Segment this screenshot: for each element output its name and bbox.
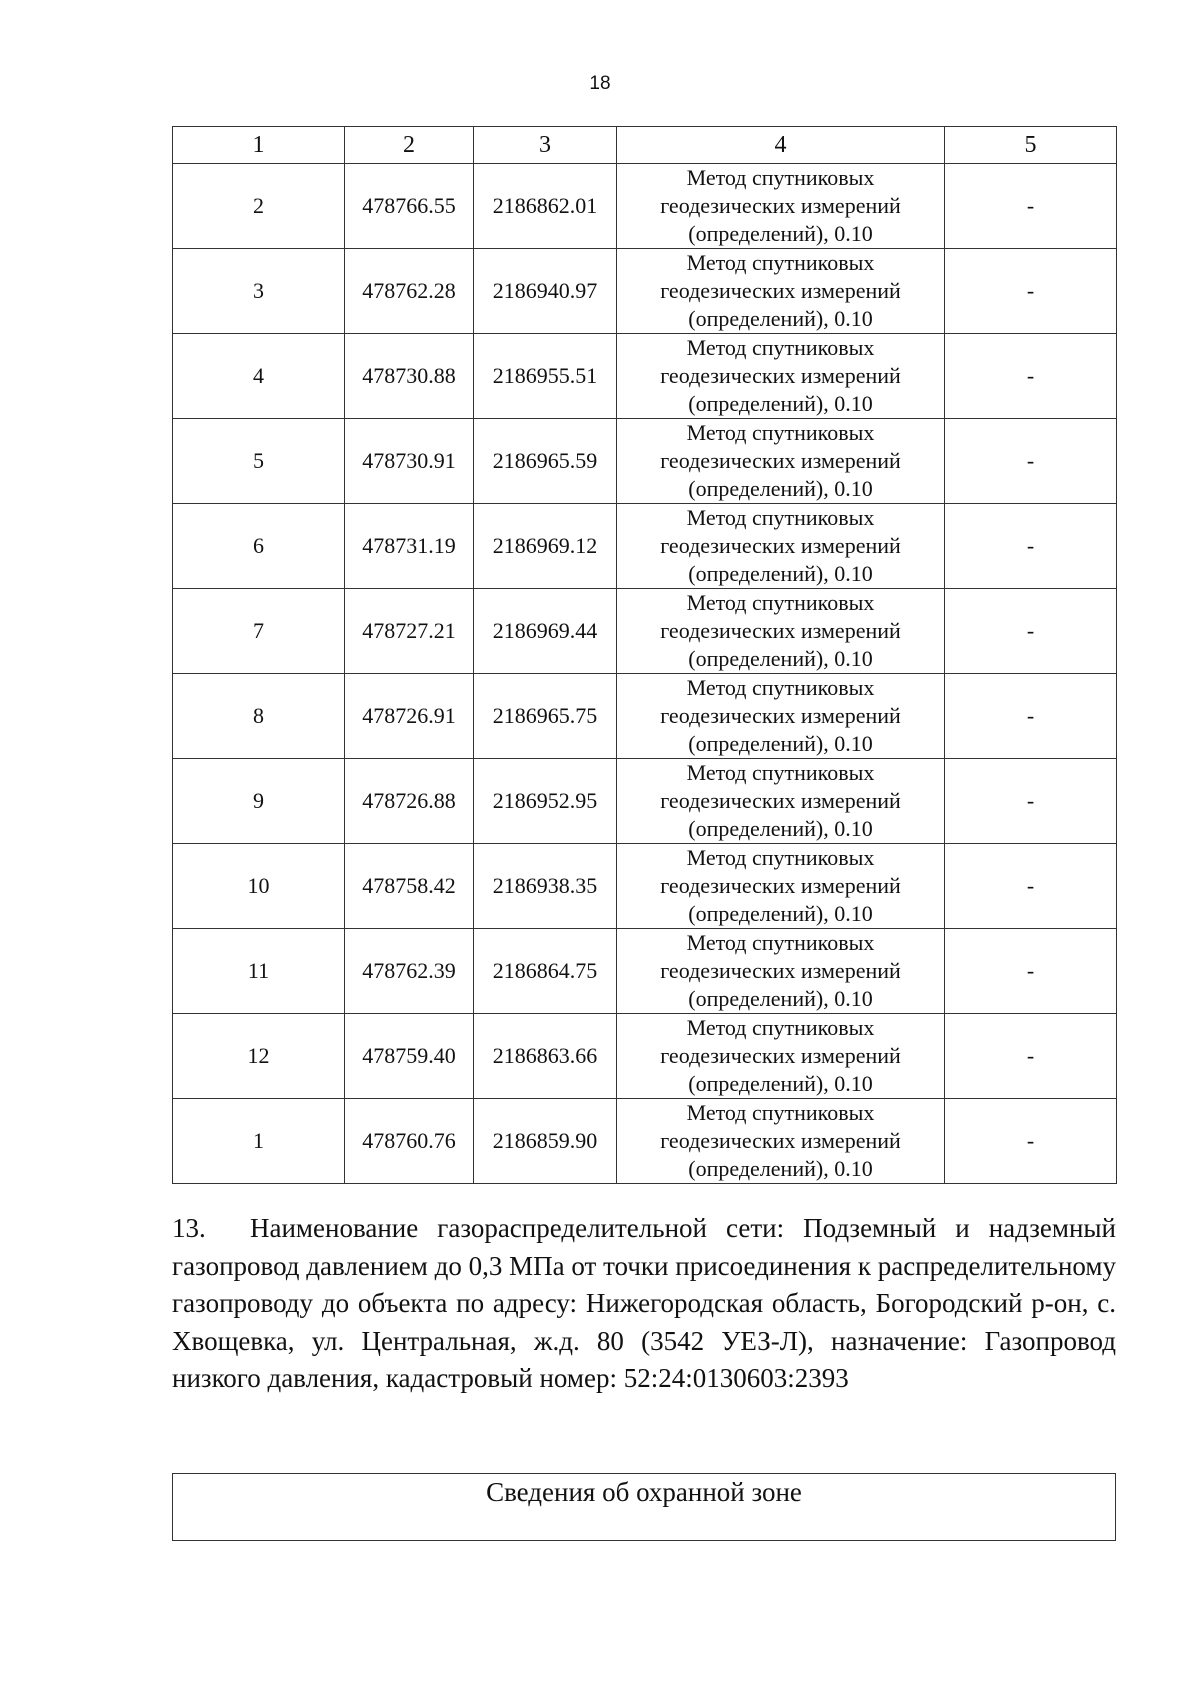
note-cell: -: [945, 334, 1117, 419]
method-text: Метод спутниковых геодезических измерений (определений), 0.10: [660, 760, 901, 841]
table-row: [173, 419, 1117, 504]
y-coordinate-cell: 2186940.97: [474, 249, 617, 334]
x-coordinate-cell: 478762.28: [345, 249, 474, 334]
y-coordinate-cell: 2186863.66: [474, 1014, 617, 1099]
table-row: [173, 674, 1117, 759]
note-cell: -: [945, 249, 1117, 334]
method-cell: [617, 1014, 945, 1099]
table-row: [173, 589, 1117, 674]
note-cell: -: [945, 844, 1117, 929]
method-cell: [617, 929, 945, 1014]
point-number-cell: 9: [173, 759, 345, 844]
note-cell: -: [945, 1099, 1117, 1184]
header-cell: 3: [474, 127, 617, 164]
point-number-cell: 4: [173, 334, 345, 419]
protection-zone-title: Сведения об охранной зоне: [486, 1477, 802, 1507]
table-row: [173, 929, 1117, 1014]
y-coordinate-cell: 2186969.44: [474, 589, 617, 674]
section-13-paragraph: [172, 1210, 1116, 1398]
coordinates-table: [172, 126, 1117, 1184]
y-coordinate-cell: 2186938.35: [474, 844, 617, 929]
method-text: Метод спутниковых геодезических измерений (определений), 0.10: [660, 250, 901, 331]
method-text: Метод спутниковых геодезических измерений (определений), 0.10: [660, 930, 901, 1011]
table-row: [173, 1014, 1117, 1099]
y-coordinate-cell: 2186859.90: [474, 1099, 617, 1184]
method-cell: [617, 844, 945, 929]
y-coordinate-cell: 2186955.51: [474, 334, 617, 419]
method-text: Метод спутниковых геодезических измерений (определений), 0.10: [660, 845, 901, 926]
note-cell: -: [945, 759, 1117, 844]
table-row: [173, 759, 1117, 844]
paragraph-number: 13.: [172, 1213, 206, 1243]
method-text: Метод спутниковых геодезических измерений (определений), 0.10: [660, 335, 901, 416]
point-number-cell: 7: [173, 589, 345, 674]
note-cell: -: [945, 589, 1117, 674]
x-coordinate-cell: 478758.42: [345, 844, 474, 929]
x-coordinate-cell: 478766.55: [345, 164, 474, 249]
table-row: [173, 844, 1117, 929]
method-cell: [617, 334, 945, 419]
note-cell: -: [945, 164, 1117, 249]
method-cell: [617, 504, 945, 589]
point-number-cell: 2: [173, 164, 345, 249]
method-cell: [617, 1099, 945, 1184]
page-number: 18: [589, 73, 611, 94]
table-row: [173, 334, 1117, 419]
method-cell: [617, 674, 945, 759]
y-coordinate-cell: 2186862.01: [474, 164, 617, 249]
method-text: Метод спутниковых геодезических измерений (определений), 0.10: [660, 675, 901, 756]
method-text: Метод спутниковых геодезических измерений (определений), 0.10: [660, 1015, 901, 1096]
x-coordinate-cell: 478727.21: [345, 589, 474, 674]
note-cell: -: [945, 1014, 1117, 1099]
point-number-cell: 11: [173, 929, 345, 1014]
x-coordinate-cell: 478759.40: [345, 1014, 474, 1099]
note-cell: -: [945, 504, 1117, 589]
y-coordinate-cell: 2186952.95: [474, 759, 617, 844]
x-coordinate-cell: 478726.88: [345, 759, 474, 844]
method-text: Метод спутниковых геодезических измерений (определений), 0.10: [660, 505, 901, 586]
y-coordinate-cell: 2186969.12: [474, 504, 617, 589]
table-row: [173, 249, 1117, 334]
protection-zone-box: [172, 1473, 1116, 1541]
method-text: Метод спутниковых геодезических измерений (определений), 0.10: [660, 590, 901, 671]
point-number-cell: 10: [173, 844, 345, 929]
method-text: Метод спутниковых геодезических измерений (определений), 0.10: [660, 1100, 901, 1181]
header-cell: 4: [617, 127, 945, 164]
header-cell: 1: [173, 127, 345, 164]
point-number-cell: 12: [173, 1014, 345, 1099]
table-row: [173, 1099, 1117, 1184]
method-cell: [617, 164, 945, 249]
x-coordinate-cell: 478730.91: [345, 419, 474, 504]
point-number-cell: 5: [173, 419, 345, 504]
x-coordinate-cell: 478726.91: [345, 674, 474, 759]
method-text: Метод спутниковых геодезических измерений (определений), 0.10: [660, 420, 901, 501]
x-coordinate-cell: 478731.19: [345, 504, 474, 589]
header-cell: 2: [345, 127, 474, 164]
note-cell: -: [945, 929, 1117, 1014]
paragraph-text: Наименование газораспределительной сети: Подземный и надземный газопровод давлением до 0,3 МПа от точки присоединения к распределительному газопроводу до объекта по адресу: Нижегородская область, Богородский р-он, с. Хвощевка, ул. Центральная, ж.д. 80 (3542 УЕЗ-Л), назначение: Газопровод низкого давления, кадастровый номер: 52:24:0130603:2393: [172, 1213, 1116, 1393]
method-text: Метод спутниковых геодезических измерений (определений), 0.10: [660, 165, 901, 246]
table-header-row: [173, 127, 1117, 164]
point-number-cell: 3: [173, 249, 345, 334]
y-coordinate-cell: 2186965.59: [474, 419, 617, 504]
method-cell: [617, 589, 945, 674]
point-number-cell: 8: [173, 674, 345, 759]
method-cell: [617, 419, 945, 504]
method-cell: [617, 249, 945, 334]
table-row: [173, 164, 1117, 249]
method-cell: [617, 759, 945, 844]
x-coordinate-cell: 478730.88: [345, 334, 474, 419]
point-number-cell: 6: [173, 504, 345, 589]
point-number-cell: 1: [173, 1099, 345, 1184]
y-coordinate-cell: 2186864.75: [474, 929, 617, 1014]
x-coordinate-cell: 478760.76: [345, 1099, 474, 1184]
note-cell: -: [945, 419, 1117, 504]
note-cell: -: [945, 674, 1117, 759]
table-row: [173, 504, 1117, 589]
y-coordinate-cell: 2186965.75: [474, 674, 617, 759]
header-cell: 5: [945, 127, 1117, 164]
x-coordinate-cell: 478762.39: [345, 929, 474, 1014]
